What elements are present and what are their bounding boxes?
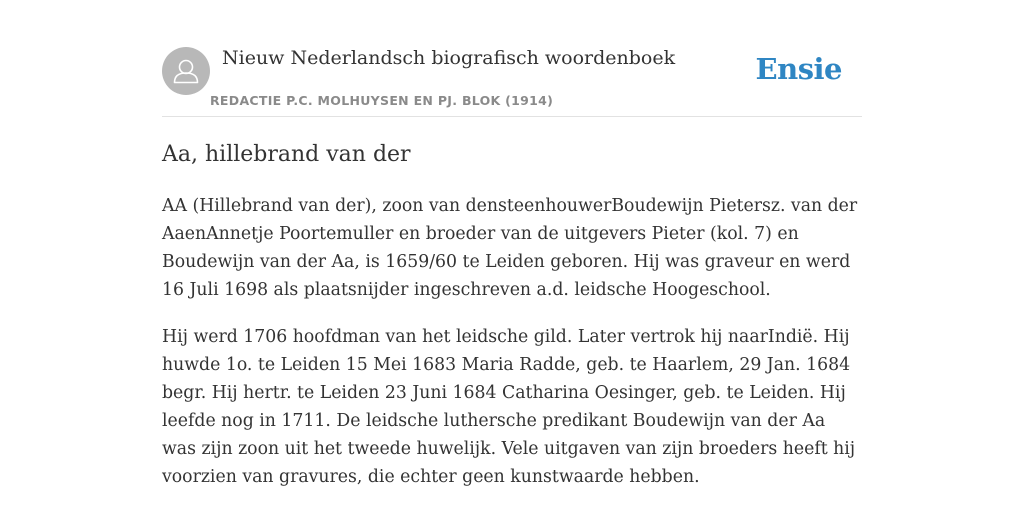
avatar[interactable] — [162, 47, 210, 95]
article-body — [162, 192, 862, 510]
editors-label: REDACTIE P.C. MOLHUYSEN EN PJ. BLOK (1914) — [210, 93, 554, 108]
source-header — [162, 44, 862, 117]
ensie-logo[interactable]: Ensie — [755, 52, 842, 86]
paragraph-1: AA (Hillebrand van der), zoon van densteenhouwerBoudewijn Pietersz. van der AaenAnnetje Poortemuller en broeder van de uitgevers Pieter (kol. 7) en Boudewijn van der Aa, is 1659/60 te Leiden geboren. Hij was graveur en werd 16 Juli 1698 als plaatsnijder ingeschreven a.d. leidsche Hoogeschool. — [162, 196, 858, 300]
book-title[interactable]: Nieuw Nederlandsch biografisch woordenboek — [222, 47, 676, 69]
paragraph-2: Hij werd 1706 hoofdman van het leidsche gild. Later vertrok hij naarIndië. Hij huwde 1o. te Leiden 15 Mei 1683 Maria Radde, geb. te Haarlem, 29 Jan. 1684 begr. Hij hertr. te Leiden 23 Juni 1684 Catharina Oesinger, geb. te Leiden. Hij leefde nog in 1711. De leidsche luthersche predikant Boudewijn van der Aa was zijn zoon uit het tweede huwelijk. Vele uitgaven van zijn broeders heeft hij voorzien van gravures, die echter geen kunstwaarde hebben. — [162, 327, 856, 487]
user-icon — [162, 47, 210, 95]
page-title: Aa, hillebrand van der — [162, 142, 411, 167]
